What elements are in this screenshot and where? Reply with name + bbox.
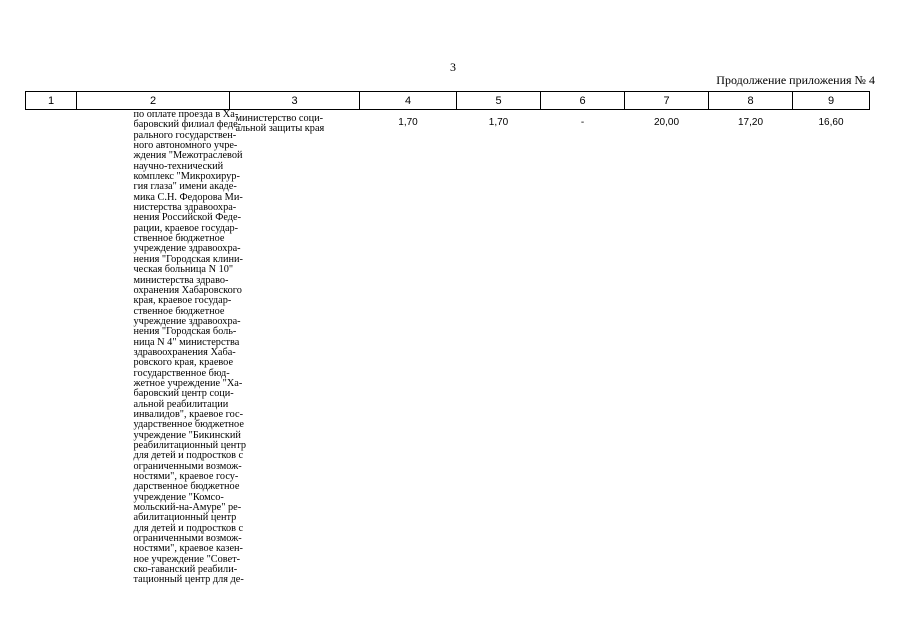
text-line: баровский филиал феде-	[133, 119, 242, 131]
text-line: ностями", краевое госу-	[133, 471, 239, 483]
text-line: ческая больница N 10"	[133, 264, 234, 276]
column-header: 5	[457, 92, 541, 110]
text-line: абилитационный центр	[133, 512, 237, 524]
appendix-table	[25, 91, 870, 610]
text-line: края, краевое государ-	[133, 295, 232, 307]
text-line: ное учреждение "Совет-	[133, 553, 241, 565]
text-line: нения "Городская боль-	[133, 326, 237, 338]
department-cell	[230, 110, 360, 611]
column-header: 7	[625, 92, 709, 110]
text-line: тационный центр для де-	[133, 574, 244, 586]
value-cell-7: 20,00	[653, 117, 680, 128]
text-line: министерство соци-	[235, 113, 324, 124]
column-header: 4	[360, 92, 457, 110]
text-line: ровского края, краевое	[133, 357, 234, 369]
value-cell-5: 1,70	[488, 117, 509, 128]
text-line: мика С.Н. Федорова Ми-	[133, 191, 243, 203]
text-line: для детей и подростков с	[133, 450, 244, 462]
text-line: учреждение "Комсо-	[133, 491, 224, 503]
column-header: 3	[230, 92, 360, 110]
text-line: нения "Городская клини-	[133, 253, 243, 265]
text-line: нения Российской Феде-	[133, 212, 242, 224]
description-cell	[77, 109, 247, 611]
text-line: ударственное бюджетное	[133, 419, 244, 431]
value-cell-9: 16,60	[818, 117, 844, 128]
text-line: для детей и подростков с	[133, 522, 244, 534]
text-line: по оплате проезда в Ха-	[133, 109, 239, 120]
text-line: баровский центр соци-	[133, 388, 234, 400]
row-number-cell	[26, 110, 77, 611]
text-line: дарственное бюджетное	[133, 481, 240, 493]
column-header: 9	[793, 92, 870, 110]
text-line: государственное бюд-	[133, 367, 230, 379]
text-line: инвалидов", краевое гос-	[133, 408, 244, 420]
column-header: 1	[26, 92, 77, 110]
value-cell-8: 17,20	[737, 117, 764, 128]
continuation-label: Продолжение приложения № 4	[716, 73, 875, 87]
text-line: ждения "Межотраслевой	[133, 150, 243, 162]
page-number: 3	[450, 60, 456, 74]
text-line: ственное бюджетное	[133, 233, 225, 245]
column-header: 2	[77, 92, 230, 110]
text-line: рального государствен-	[133, 129, 237, 141]
text-line: ного автономного учре-	[133, 140, 238, 152]
text-line: гия глаза" имени акаде-	[133, 181, 237, 193]
text-line: здравоохранения Хаба-	[133, 346, 236, 358]
text-line: комплекс "Микрохирур-	[133, 171, 240, 183]
value-cell-6: -	[580, 117, 585, 128]
text-line: научно-технический	[133, 160, 224, 172]
text-line: ница N 4" министерства	[133, 336, 240, 348]
column-header: 6	[541, 92, 625, 110]
table-row	[26, 110, 870, 611]
text-line: учреждение здравоохра-	[133, 243, 241, 255]
text-line: ограниченными возмож-	[133, 460, 242, 472]
text-line: жетное учреждение "Ха-	[133, 377, 243, 389]
text-line: ностями", краевое казен-	[133, 543, 243, 555]
text-line: учреждение здравоохра-	[133, 315, 241, 327]
text-line: рации, краевое государ-	[133, 222, 239, 234]
text-line: охранения Хабаровского	[133, 284, 242, 296]
value-cell-4: 1,70	[398, 117, 418, 128]
department-text	[236, 114, 325, 135]
text-line: альной защиты края	[235, 123, 325, 135]
text-line: ственное бюджетное	[133, 305, 225, 317]
text-line: нистерства здравоохра-	[133, 202, 237, 214]
text-line: ограниченными возмож-	[133, 533, 242, 545]
text-line: ско-гаванский реабили-	[133, 564, 238, 576]
table-header-row	[26, 92, 870, 110]
text-line: учреждение "Бикинский	[133, 429, 241, 441]
text-line: министерства здраво-	[133, 274, 229, 286]
text-line: мольский-на-Амуре" ре-	[133, 502, 242, 514]
text-line: реабилитационный центр	[133, 440, 247, 451]
column-header: 8	[709, 92, 793, 110]
text-line: альной реабилитации	[133, 398, 229, 410]
